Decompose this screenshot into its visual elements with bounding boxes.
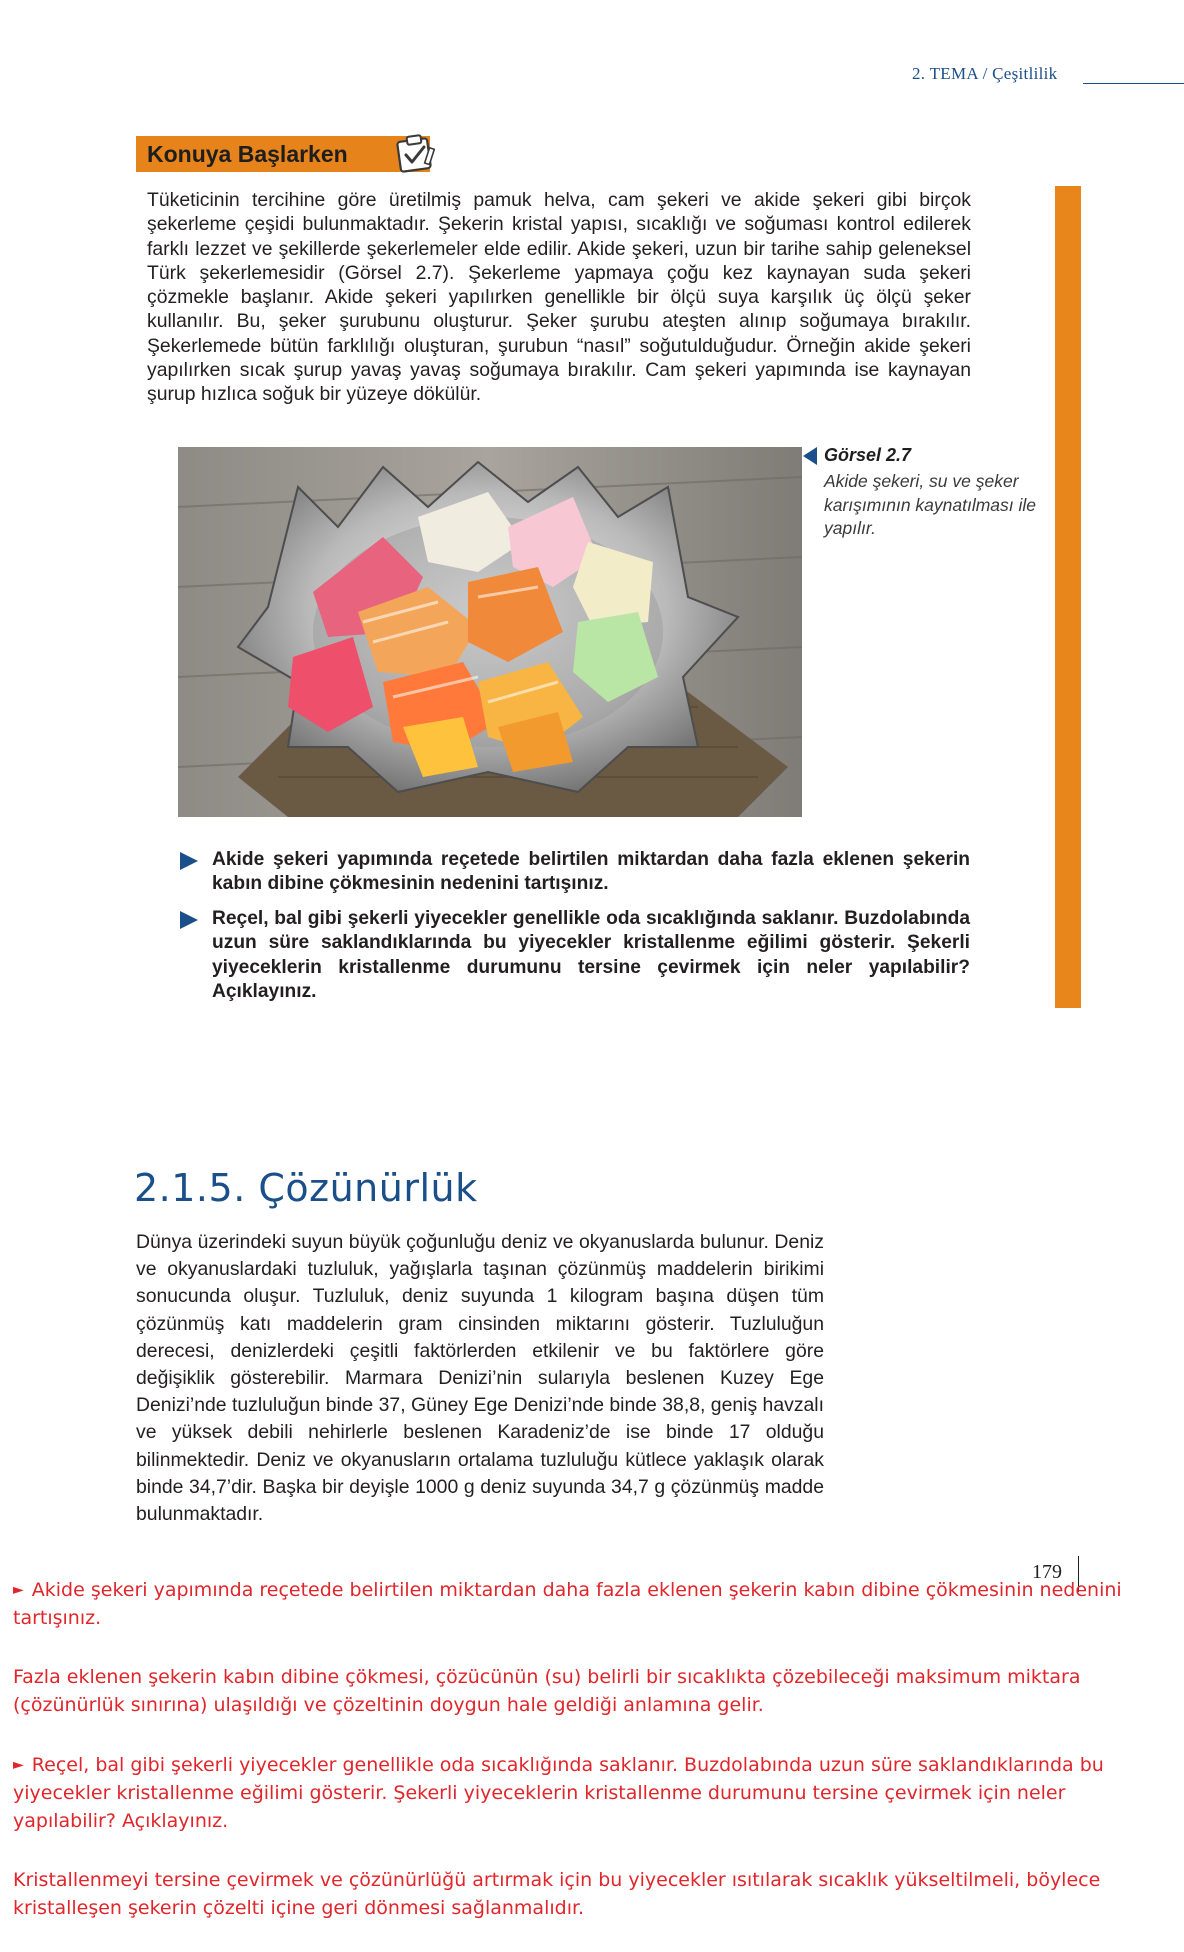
play-triangle-icon [180,911,198,929]
play-triangle-icon: ► [13,1582,24,1598]
section-heading: 2.1.5. Çözünürlük [134,1166,478,1210]
play-triangle-icon [180,852,198,870]
question-2: Reçel, bal gibi şekerli yiyecekler genellikle oda sıcaklığında saklanır. Buzdolabında uzun süre saklandıklarında bu yiyecekler kristallenme eğilimi gösterir. Şekerli yiyeceklerin kristallenme durumunu tersine çevirmek için neler yapılabilir? Açıklayınız. [212,908,970,1002]
clipboard-check-icon [395,134,435,174]
banner-title: Konuya Başlarken [147,141,348,167]
running-head: 2. TEMA / Çeşitlilik [912,64,1058,83]
figure-caption-text: Akide şekeri, su ve şeker karışımının kaynatılması ile yapılır. [824,471,1037,538]
note-answer-2: Kristallenmeyi tersine çevirmek ve çözünürlüğü artırmak için bu yiyecekler ısıtılarak sıcaklık yükseltilmeli, böylece kristalleşen şekerin çözelti içine geri dönmesi sağlanmalıdır. [13,1869,1101,1919]
intro-paragraph: Tüketicinin tercihine göre üretilmiş pamuk helva, cam şekeri ve akide şekeri gibi birçok şekerleme çeşidi bulunmaktadır. Şekerin kristal yapısı, sıcaklığı ve soğuması kontrol edilerek farklı lezzet ve şekillerde şekerlemeler elde edilir. Akide şekeri, uzun bir tarihe sahip geleneksel Türk şekerlemesidir (Görsel 2.7). Şekerleme yapmaya çoğu kez kaynayan suda şekeri çözmekle başlanır. Akide şekeri yapılırken genellikle bir ölçü suya karşılık üç ölçü şeker kullanılır. Bu, şeker şurubunu oluşturur. Şeker şurubu ateşten alınıp soğumaya bırakılır. Şekerlemede bütün farklılığı oluşturan, şurubun “nasıl” soğutulduğudur. Örneğin akide şekeri yapılırken sıcak şurup yavaş yavaş soğumaya bırakılır. Cam şekeri yapımında ise kaynayan şurup hızlıca soğuk bir yüzeye dökülür. [147,189,971,406]
question-1: Akide şekeri yapımında reçetede belirtilen miktardan daha fazla eklenen şekerin kabın dibine çökmesinin nedenini tartışınız. [212,849,970,895]
figure-caption-title: Görsel 2.7 [824,445,912,465]
page-number: 179 [1032,1561,1062,1583]
note-question-1-text: Akide şekeri yapımında reçetede belirtilen miktardan daha fazla eklenen şekerin kabın dibine çökmesinin nedenini tartışınız. [13,1579,1122,1629]
side-accent-bar [1055,186,1081,1008]
note-question-2 [13,1751,1173,1835]
note-answer-1: Fazla eklenen şekerin kabın dibine çökmesi, çözücünün (su) belirli bir sıcaklıkta çözebileceği maksimum miktara (çözünürlük sınırına) ulaşıldığı ve çözeltinin doygun hale geldiği anlamına gelir. [13,1666,1081,1716]
candy-bowl-photo [178,447,802,817]
running-head-rule [1083,83,1184,84]
play-triangle-icon: ► [13,1757,24,1773]
section-body: Dünya üzerindeki suyun büyük çoğunluğu deniz ve okyanuslarda bulunur. Deniz ve okyanuslardaki tuzluluk, yağışlarla taşınan çözünmüş maddelerin birikimi sonucunda oluşur. Tuzluluk, deniz suyunda 1 kilogram başına düşen tüm çözünmüş katı maddelerin gram cinsinden miktarını gösterir. Tuzluluğun derecesi, denizlerdeki çeşitli faktörlerden etkilenir ve bu faktörlere göre değişiklik gösterebilir. Marmara Denizi’nin sularıyla beslenen Kuzey Ege Denizi’nde tuzluluğun binde 37, Güney Ege Denizi’nde binde 38,8, geniş havzalı ve yüksek debili nehirlerle beslenen Karadeniz’de ise binde 17 olduğu bilinmektedir. Deniz ve okyanusların ortalama tuzluluğu kütlece yaklaşık olarak binde 34,7’dir. Başka bir deyişle 1000 g deniz suyunda 34,7 g çözünmüş madde bulunmaktadır. [136,1231,824,1526]
note-question-1 [13,1576,1173,1632]
caption-pointer-icon [803,447,817,465]
note-question-2-text: Reçel, bal gibi şekerli yiyecekler genellikle oda sıcaklığında saklanır. Buzdolabında uzun süre saklandıklarında bu yiyecekler kristallenme eğilimi gösterir. Şekerli yiyeceklerin kristallenme durumunu tersine çevirmek için neler yapılabilir? Açıklayınız. [13,1754,1104,1832]
